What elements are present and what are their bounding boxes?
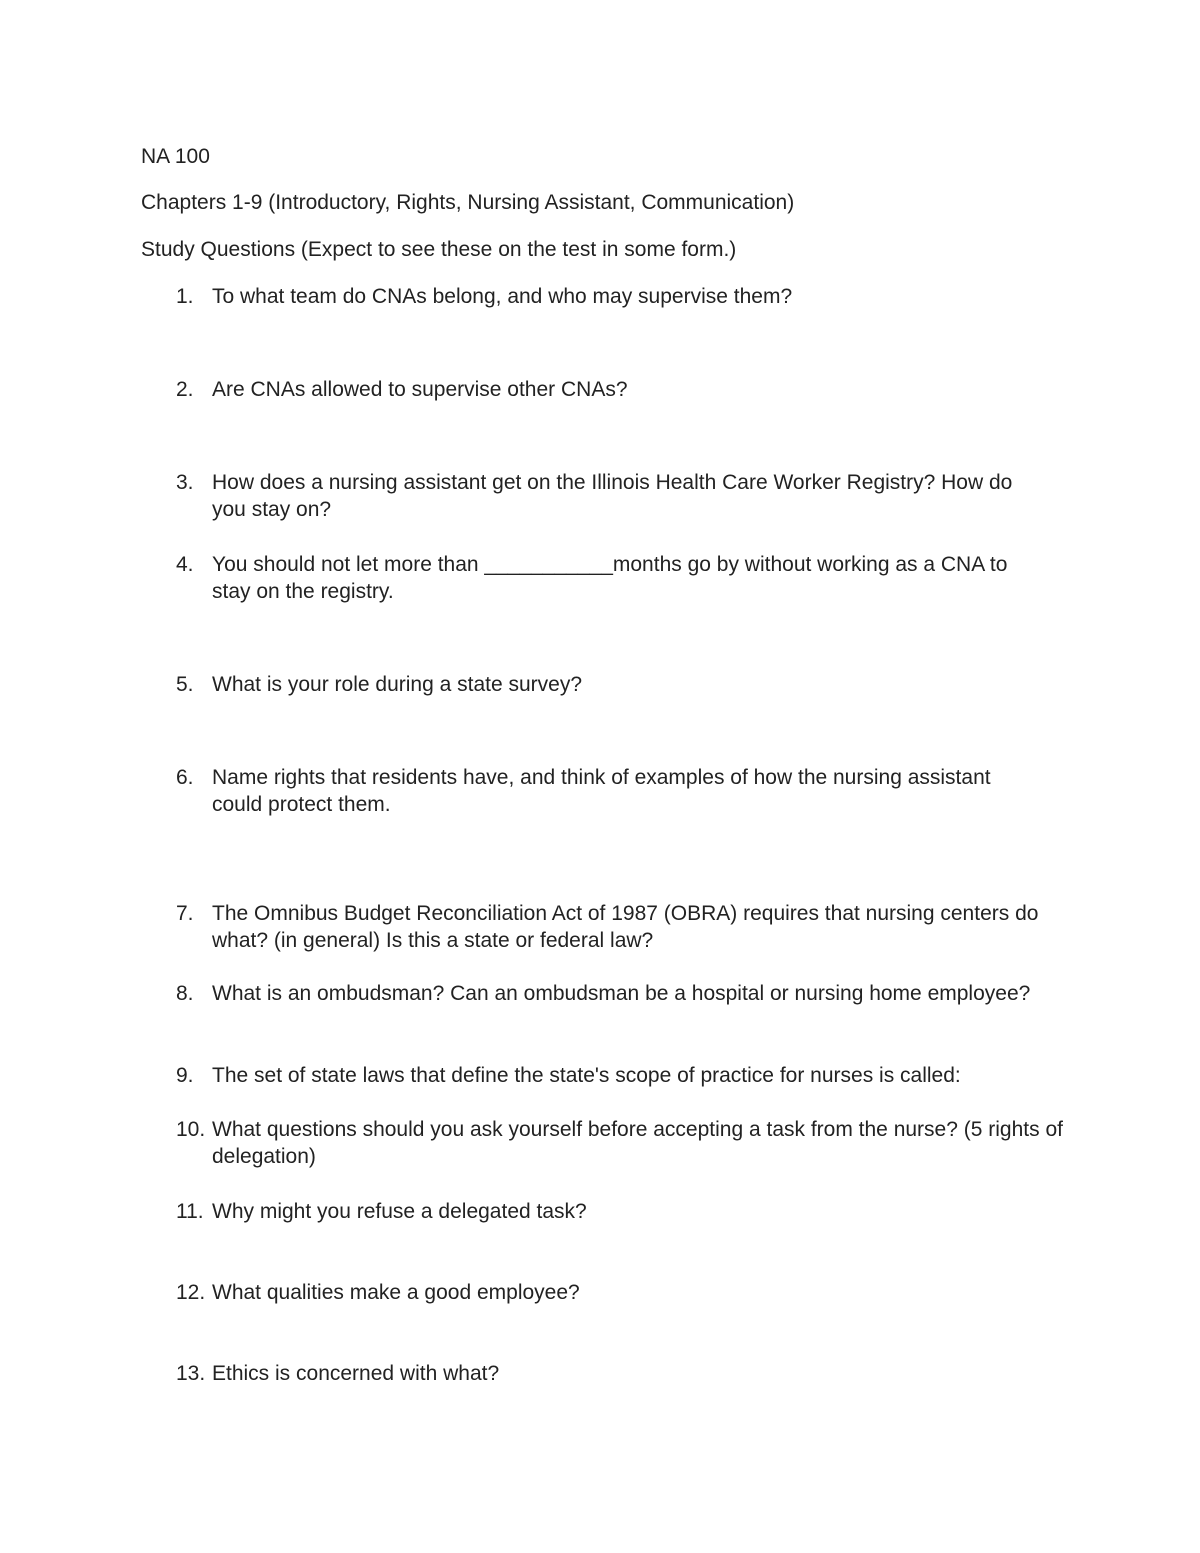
question-number: 12. — [176, 1281, 206, 1304]
question-number: 8. — [176, 982, 194, 1005]
question-text: Ethics is concerned with what? — [212, 1362, 500, 1385]
question-text: What qualities make a good employee? — [212, 1281, 580, 1304]
question-text: Name rights that residents have, and think of examples of how the nursing assistant could protect them. — [212, 766, 991, 816]
question-number: 5. — [176, 673, 194, 696]
question-number: 10. — [176, 1118, 206, 1141]
question-text: You should not let more than ___________months go by without working as a CNA to stay on the registry. — [212, 553, 1008, 603]
question-text: What is an ombudsman? Can an ombudsman be a hospital or nursing home employee? — [212, 982, 1031, 1005]
question-number: 3. — [176, 471, 194, 494]
question-text: The set of state laws that define the state's scope of practice for nurses is called: — [212, 1064, 961, 1087]
question-text: What questions should you ask yourself before accepting a task from the nurse? (5 rights of delegation) — [212, 1118, 1063, 1168]
question-text: Are CNAs allowed to supervise other CNAs? — [212, 378, 628, 401]
course-title: NA 100 — [141, 145, 210, 168]
question-text: How does a nursing assistant get on the Illinois Health Care Worker Registry? How do you stay on? — [212, 471, 1013, 521]
question-number: 4. — [176, 553, 194, 576]
question-text: Why might you refuse a delegated task? — [212, 1200, 587, 1223]
question-text: The Omnibus Budget Reconciliation Act of 1987 (OBRA) requires that nursing centers do what? (in general) Is this a state or federal law? — [212, 902, 1039, 952]
question-number: 6. — [176, 766, 194, 789]
question-number: 9. — [176, 1064, 194, 1087]
study-instructions: Study Questions (Expect to see these on the test in some form.) — [141, 238, 737, 261]
question-text: To what team do CNAs belong, and who may supervise them? — [212, 285, 793, 308]
question-number: 1. — [176, 285, 194, 308]
question-text: What is your role during a state survey? — [212, 673, 583, 696]
chapters-heading: Chapters 1-9 (Introductory, Rights, Nursing Assistant, Communication) — [141, 191, 795, 214]
question-number: 7. — [176, 902, 194, 925]
question-number: 11. — [176, 1200, 204, 1223]
question-number: 13. — [176, 1362, 206, 1385]
question-number: 2. — [176, 378, 194, 401]
